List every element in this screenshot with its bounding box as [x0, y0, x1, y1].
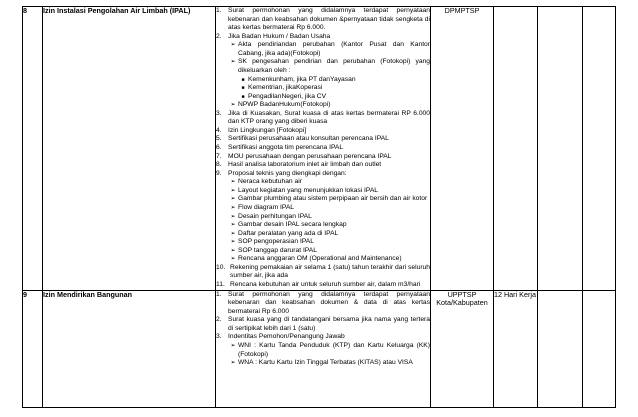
list-item: 3. Indentitas Pemohon/Penangung Jawab: [216, 333, 345, 341]
list-item: 2. Surat kuasa yang di tandatangani bersama jika nama yang tertera di sertipikat lebih dari 1 (satu): [216, 316, 430, 332]
issuing-office: UPPTSP Kota/Kabupaten: [431, 290, 494, 407]
arrow-bullet-icon: ➢: [230, 247, 236, 254]
list-item: ➢ Neraca kebutuhan air: [216, 178, 430, 187]
empty-cell: [583, 7, 616, 291]
row-number: 9: [23, 290, 43, 407]
list-item: ➢ Gambar plumbing atau sistem perpipaan air bersih dan air kotor: [216, 195, 430, 204]
processing-time: [494, 7, 538, 291]
arrow-bullet-icon: ➢: [230, 222, 236, 229]
list-item: ■ Kementrian, jikaKoperasi: [216, 84, 430, 93]
list-item: 11. Rencana kebutuhan air untuk seluruh sumber air, dalam m3/hari: [216, 281, 421, 288]
arrow-bullet-icon: ➢: [230, 204, 236, 211]
list-item: ➢ Gambar desain IPAL secara lengkap: [216, 221, 430, 230]
list-item: ■ Kemenkunham, jika PT danYayasan: [216, 76, 430, 85]
list-item: 8. Hasil analisa laboratorium inlet air limbah dan outlet: [216, 161, 382, 169]
list-item: 1. Surat permohonan yang didalamnya terdapat pernyataan kebenaran dan keabsahan dokumen &pernyataan tidak sengketa di atas kertas bermaterai Rp 6.000.: [216, 7, 430, 32]
list-item: ➢ SOP pengoperasian IPAL: [216, 238, 430, 247]
list-item: ➢ Desain perhitungan IPAL: [216, 213, 430, 222]
arrow-bullet-icon: ➢: [230, 59, 236, 66]
list-item: ➢ Akta pendiriandan perubahan (Kantor Pusat dan Kantor Cabang, jika ada)(Fotokopi): [216, 41, 430, 58]
list-item: 3. Jika di Kuasakan, Surat kuasa di atas kertas bermaterai RP 6.000 dan KTP orang yang diberi kuasa: [216, 109, 430, 126]
arrow-bullet-icon: ➢: [230, 42, 236, 49]
list-item: 2. Jika Badan Hukum / Badan Usaha: [216, 32, 331, 40]
arrow-bullet-icon: ➢: [230, 360, 236, 367]
table-row: [23, 7, 616, 291]
arrow-bullet-icon: ➢: [230, 213, 236, 220]
list-item: ➢ SK pengesahan pendirian dan perubahan (Fotokopi) yang dikeluarkan oleh :: [216, 58, 430, 75]
list-item: 5. Sertifikasi perusahaan atau konsultan perencana IPAL: [216, 135, 389, 143]
arrow-bullet-icon: ➢: [230, 102, 236, 109]
list-item: 1. Surat permohonan yang didalamnya terdapat pernyataan kebenaran dan keabsahan dokumen & data di atas kertas bermaterai Rp 6.000: [216, 290, 430, 315]
list-item: ➢ Flow diagram IPAL: [216, 204, 430, 213]
list-item: 7. MOU perusahaan dengan perusahaan perencana IPAL: [216, 152, 392, 160]
list-item: ➢ NPWP BadanHukum(Fotokopi): [216, 101, 430, 110]
arrow-bullet-icon: ➢: [230, 196, 236, 203]
arrow-bullet-icon: ➢: [230, 230, 236, 237]
list-item: 4. Izin Lingkungan [Fotokopi]: [216, 126, 307, 134]
arrow-bullet-icon: ➢: [230, 342, 236, 349]
list-item: 10. Rekening pemakaian air selama 1 (satu) tahun terakhir dari seluruh sumber air, jika ada: [216, 263, 430, 280]
empty-cell: [538, 7, 583, 291]
list-item: ➢ Rencana anggaran OM (Operational and Maintenance): [216, 255, 430, 264]
list-item: ■ PengadilanNegeri, jika CV: [216, 93, 430, 102]
permit-name: Izin Instalasi Pengolahan Air Limbah (IPAL): [43, 7, 216, 291]
permit-name: Izin Mendirikan Bangunan: [43, 290, 216, 407]
empty-cell: [583, 290, 616, 407]
row-number: 8: [23, 7, 43, 291]
list-item: ➢ Daftar peralatan yang ada di IPAL: [216, 230, 430, 239]
list-item: 6. Sertifikasi anggota tim perencana IPAL: [216, 144, 344, 151]
requirements-cell: [216, 7, 431, 291]
requirements-table: [22, 6, 616, 408]
empty-cell: [538, 290, 583, 407]
list-item: ➢ Layout kegiatan yang menunjukkan lokasi IPAL: [216, 187, 430, 196]
arrow-bullet-icon: ➢: [230, 256, 236, 263]
arrow-bullet-icon: ➢: [230, 187, 236, 194]
list-item: ➢ SOP tanggap darurat IPAL: [216, 247, 430, 256]
square-bullet-icon: ■: [241, 93, 245, 100]
issuing-office: DPMPTSP: [431, 7, 494, 291]
arrow-bullet-icon: ➢: [230, 179, 236, 186]
arrow-bullet-icon: ➢: [230, 239, 236, 246]
list-item: ➢ WNA : Kartu Kartu Izin Tinggal Terbatas (KITAS) atau VISA: [216, 359, 430, 368]
square-bullet-icon: ■: [241, 85, 245, 92]
square-bullet-icon: ■: [241, 76, 245, 83]
table-row: [23, 290, 616, 407]
processing-time: 12 Hari Kerja: [494, 290, 538, 407]
requirements-cell: [216, 290, 431, 407]
list-item: ➢ WNI : Kartu Tanda Penduduk (KTP) dan Kartu Keluarga (KK) (Fotokopi): [216, 342, 430, 359]
list-item: 9. Proposal teknis yang diengkapi dengan:: [216, 169, 347, 177]
